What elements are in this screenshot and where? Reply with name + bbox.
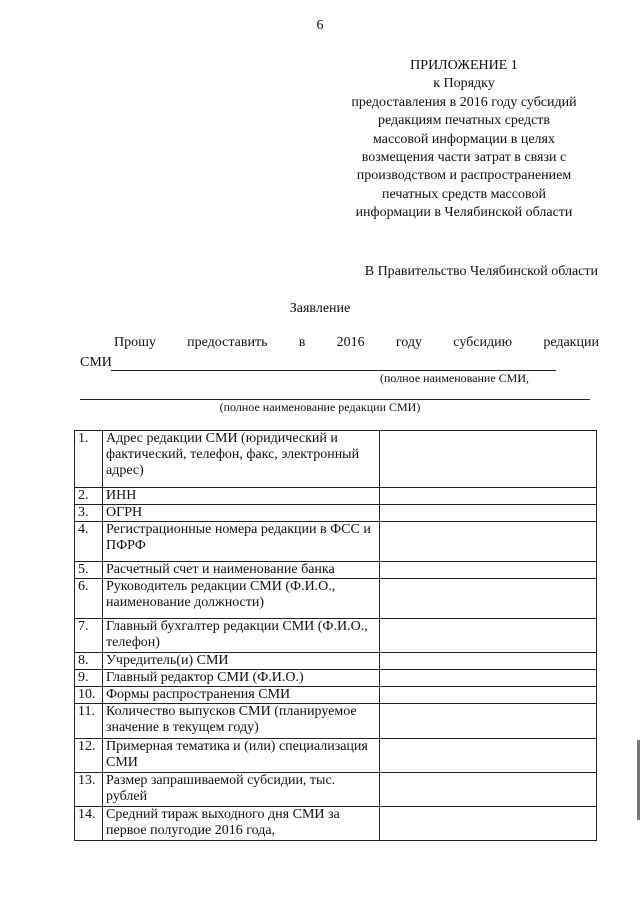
table-row	[75, 687, 597, 704]
appendix-line: производством и распространением	[356, 168, 572, 184]
appendix-line: к Порядку	[433, 76, 495, 92]
table-row	[75, 807, 597, 841]
smi-name-hint: (полное наименование СМИ,	[380, 371, 529, 385]
row-label: Главный бухгалтер редакции СМИ (Ф.И.О., телефон)	[103, 619, 380, 653]
row-value-cell[interactable]	[380, 739, 597, 773]
document-title: Заявление	[289, 301, 351, 316]
row-label: Примерная тематика и (или) специализация СМИ	[103, 739, 380, 773]
row-number: 8.	[75, 653, 103, 670]
row-label: Руководитель редакции СМИ (Ф.И.О., наименование должности)	[103, 579, 380, 619]
row-label: Адрес редакции СМИ (юридический и фактический, телефон, факс, электронный адрес)	[103, 431, 380, 488]
row-value-cell[interactable]	[380, 431, 597, 488]
table-row	[75, 739, 597, 773]
appendix-line: предоставления в 2016 году субсидий	[351, 94, 577, 110]
row-label: Расчетный счет и наименование банка	[103, 562, 380, 579]
row-value-cell[interactable]	[380, 807, 597, 841]
table-row	[75, 579, 597, 619]
row-value-cell[interactable]	[380, 579, 597, 619]
table-row	[75, 773, 597, 807]
row-value-cell[interactable]	[380, 670, 597, 687]
request-word: 2016	[336, 335, 365, 350]
row-number: 6.	[75, 579, 103, 619]
appendix-line: редакциям печатных средств	[377, 113, 551, 129]
appendix-line: печатных средств массовой	[382, 186, 546, 202]
row-value-cell[interactable]	[380, 704, 597, 739]
row-number: 2.	[75, 488, 103, 505]
row-label: Средний тираж выходного дня СМИ за первое полугодие 2016 года,	[103, 807, 380, 841]
editorial-name-hint: (полное наименование редакции СМИ)	[219, 400, 421, 414]
page-number: 6	[316, 18, 324, 33]
row-number: 7.	[75, 619, 103, 653]
row-number: 13.	[75, 773, 103, 807]
request-word: редакции	[543, 335, 599, 350]
table-row	[75, 670, 597, 687]
table-row	[75, 431, 597, 488]
table-row	[75, 704, 597, 739]
addressee: В Правительство Челябинской области	[364, 264, 598, 279]
row-value-cell[interactable]	[380, 687, 597, 704]
row-number: 11.	[75, 704, 103, 739]
request-word: году	[395, 335, 423, 350]
row-label: Формы распространения СМИ	[103, 687, 380, 704]
table-row	[75, 562, 597, 579]
row-label: Размер запрашиваемой субсидии, тыс. рублей	[103, 773, 380, 807]
request-word: Прошу	[114, 335, 156, 350]
application-table	[74, 430, 597, 841]
request-word: в	[298, 335, 306, 350]
row-label: ИНН	[103, 488, 380, 505]
row-value-cell[interactable]	[380, 773, 597, 807]
appendix-line: ПРИЛОЖЕНИЕ 1	[410, 58, 518, 73]
row-value-cell[interactable]	[380, 562, 597, 579]
appendix-line: информации в Челябинской области	[355, 205, 573, 221]
request-sentence	[114, 335, 599, 351]
row-number: 1.	[75, 431, 103, 488]
row-number: 4.	[75, 522, 103, 562]
row-number: 3.	[75, 505, 103, 522]
row-number: 5.	[75, 562, 103, 579]
row-label: Количество выпусков СМИ (планируемое значение в текущем году)	[103, 704, 380, 739]
row-number: 12.	[75, 739, 103, 773]
appendix-header	[330, 57, 598, 223]
row-label: Главный редактор СМИ (Ф.И.О.)	[103, 670, 380, 687]
row-label: ОГРН	[103, 505, 380, 522]
table-row	[75, 505, 597, 522]
row-value-cell[interactable]	[380, 619, 597, 653]
table-row	[75, 653, 597, 670]
smi-label: СМИ	[80, 355, 112, 370]
table-row	[75, 619, 597, 653]
appendix-line: массовой информации в целях	[373, 131, 555, 147]
request-word: предоставить	[187, 335, 268, 350]
table-row	[75, 522, 597, 562]
row-value-cell[interactable]	[380, 653, 597, 670]
row-number: 14.	[75, 807, 103, 841]
row-value-cell[interactable]	[380, 505, 597, 522]
row-value-cell[interactable]	[380, 522, 597, 562]
appendix-line: возмещения части затрат в связи с	[361, 150, 567, 166]
row-label: Учредитель(и) СМИ	[103, 653, 380, 670]
table-row	[75, 488, 597, 505]
row-value-cell[interactable]	[380, 488, 597, 505]
request-word: субсидию	[453, 335, 513, 350]
row-label: Регистрационные номера редакции в ФСС и ПФРФ	[103, 522, 380, 562]
row-number: 10.	[75, 687, 103, 704]
row-number: 9.	[75, 670, 103, 687]
